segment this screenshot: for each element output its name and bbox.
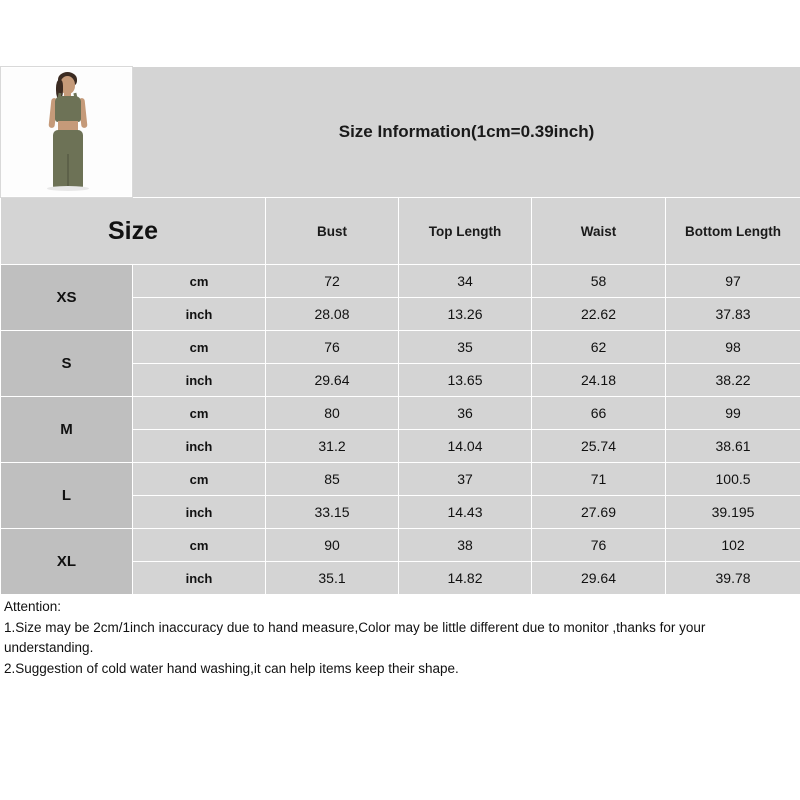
cell-m-inch-bottom-length: 38.61 (666, 430, 800, 463)
cell-l-inch-top-length: 14.43 (399, 496, 532, 529)
unit-label-cm: cm (133, 265, 266, 298)
cell-xl-inch-bust: 35.1 (266, 562, 399, 595)
table-row (1, 463, 800, 496)
cell-xl-inch-top-length: 14.82 (399, 562, 532, 595)
size-value-l: L (1, 463, 133, 529)
column-header-bottom-length: Bottom Length (666, 198, 800, 265)
cell-s-inch-bottom-length: 38.22 (666, 364, 800, 397)
cell-xs-inch-bust: 28.08 (266, 298, 399, 331)
cell-s-cm-bust: 76 (266, 331, 399, 364)
column-header-waist: Waist (532, 198, 666, 265)
size-value-xs: XS (1, 265, 133, 331)
unit-label-cm: cm (133, 331, 266, 364)
column-header-row (1, 198, 800, 265)
cell-xs-cm-waist: 58 (532, 265, 666, 298)
column-header-bust: Bust (266, 198, 399, 265)
cell-l-cm-bottom-length: 100.5 (666, 463, 800, 496)
table-row (1, 529, 800, 562)
column-header-top-length: Top Length (399, 198, 532, 265)
size-table (0, 66, 800, 595)
cell-xs-cm-top-length: 34 (399, 265, 532, 298)
size-chart-sheet (0, 66, 800, 595)
cell-s-inch-bust: 29.64 (266, 364, 399, 397)
cell-l-cm-bust: 85 (266, 463, 399, 496)
cell-s-inch-waist: 24.18 (532, 364, 666, 397)
model-crop-top-icon (55, 96, 81, 122)
attention-heading: Attention: (4, 599, 62, 614)
chart-title: Size Information(1cm=0.39inch) (133, 67, 800, 198)
cell-s-cm-bottom-length: 98 (666, 331, 800, 364)
cell-xs-cm-bottom-length: 97 (666, 265, 800, 298)
unit-label-cm: cm (133, 397, 266, 430)
cell-l-inch-bottom-length: 39.195 (666, 496, 800, 529)
unit-label-inch: inch (133, 562, 266, 595)
unit-label-inch: inch (133, 364, 266, 397)
cell-s-inch-top-length: 13.65 (399, 364, 532, 397)
cell-m-inch-waist: 25.74 (532, 430, 666, 463)
attention-line-2: 2.Suggestion of cold water hand washing,it can help items keep their shape. (4, 660, 459, 676)
cell-m-cm-top-length: 36 (399, 397, 532, 430)
cell-l-cm-top-length: 37 (399, 463, 532, 496)
cell-xl-inch-bottom-length: 39.78 (666, 562, 800, 595)
cell-xs-inch-top-length: 13.26 (399, 298, 532, 331)
cell-l-inch-bust: 33.15 (266, 496, 399, 529)
cell-xl-cm-bust: 90 (266, 529, 399, 562)
size-value-s: S (1, 331, 133, 397)
cell-xs-inch-bottom-length: 37.83 (666, 298, 800, 331)
unit-label-cm: cm (133, 529, 266, 562)
attention-line-1: 1.Size may be 2cm/1inch inaccuracy due to hand measure,Color may be little different due to monitor ,thanks for your understanding. (4, 619, 710, 655)
table-row (1, 331, 800, 364)
cell-xl-inch-waist: 29.64 (532, 562, 666, 595)
cell-xs-inch-waist: 22.62 (532, 298, 666, 331)
cell-m-cm-bottom-length: 99 (666, 397, 800, 430)
table-row (1, 265, 800, 298)
table-row (1, 397, 800, 430)
size-header-label: Size (1, 198, 266, 265)
cell-l-inch-waist: 27.69 (532, 496, 666, 529)
table-header-band (1, 67, 800, 198)
cell-xl-cm-waist: 76 (532, 529, 666, 562)
size-value-m: M (1, 397, 133, 463)
unit-label-inch: inch (133, 298, 266, 331)
product-image-cell (1, 67, 133, 198)
cell-m-inch-bust: 31.2 (266, 430, 399, 463)
unit-label-cm: cm (133, 463, 266, 496)
cell-s-cm-waist: 62 (532, 331, 666, 364)
cell-m-cm-waist: 66 (532, 397, 666, 430)
unit-label-inch: inch (133, 496, 266, 529)
cell-xl-cm-top-length: 38 (399, 529, 532, 562)
unit-label-inch: inch (133, 430, 266, 463)
cell-m-inch-top-length: 14.04 (399, 430, 532, 463)
cell-l-cm-waist: 71 (532, 463, 666, 496)
cell-s-cm-top-length: 35 (399, 331, 532, 364)
model-shadow-icon (47, 186, 89, 191)
attention-note (0, 594, 800, 679)
cell-xs-cm-bust: 72 (266, 265, 399, 298)
size-value-xl: XL (1, 529, 133, 595)
model-illustration (1, 68, 131, 196)
cell-m-cm-bust: 80 (266, 397, 399, 430)
cell-xl-cm-bottom-length: 102 (666, 529, 800, 562)
model-leg-split-icon (67, 154, 69, 188)
